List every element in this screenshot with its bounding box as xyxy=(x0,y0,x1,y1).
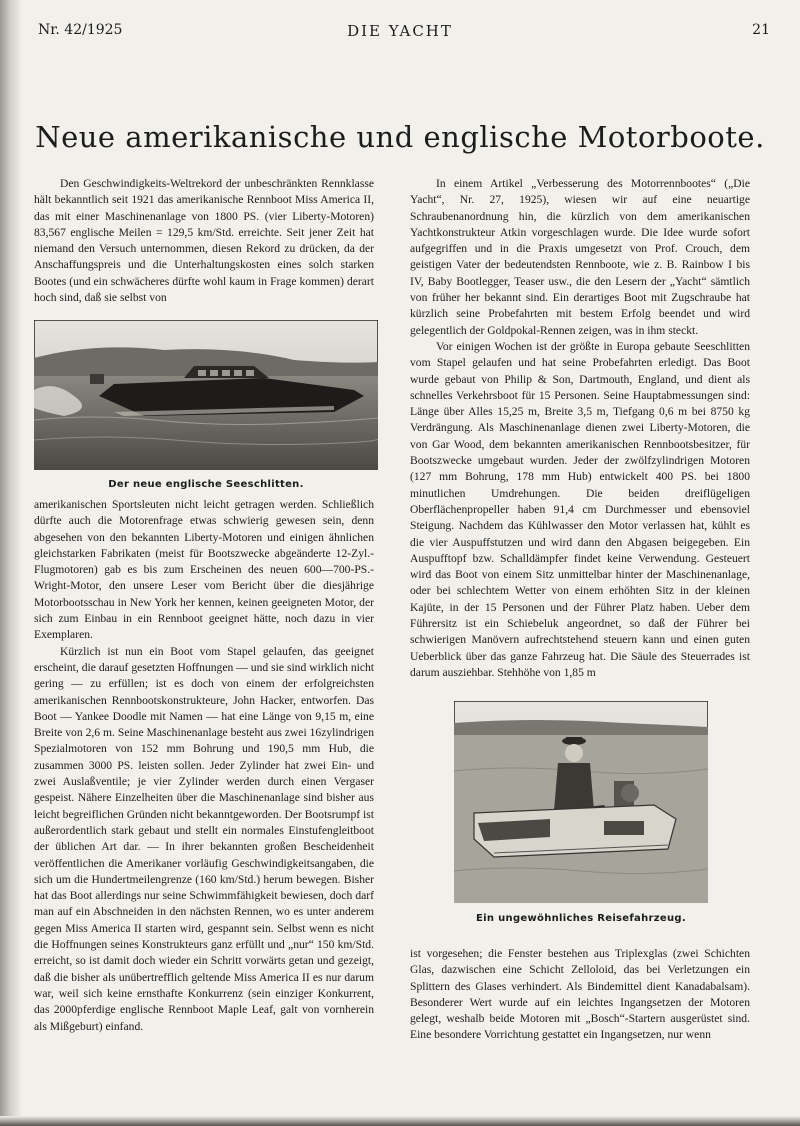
page-bottom-shadow xyxy=(0,1116,800,1126)
page-number: 21 xyxy=(752,22,770,38)
article-title: Neue amerikanische und englische Motorboote. xyxy=(35,120,765,154)
paragraph: amerikanischen Sportsleuten nicht leicht getragen werden. Schließlich dürfte auch die Motorenfrage etwas schwierig gewesen sein, denn abgesehen von den bekannten Liberty-Motoren und einigen ähnlichen gleichstarken Fabrikaten (meist für Bootszwecke abgeänderte 12-Zyl.-Flugmotoren) gab es bis zum Erscheinen des neuen 600—700-PS.-Wright-Motor, den unsere Leser vom Bericht über die diesjährige Motorbootsschau in New York her kennen, keinen geeigneten Motor, der sich zum Einbau in ein Rennboot geeignet hätte, noch dazu in vier Exemplaren. xyxy=(34,498,374,642)
column-2-top xyxy=(410,176,750,691)
paragraph: Vor einigen Wochen ist der größte in Europa gebaute Seeschlitten vom Stapel gelaufen und hat seine Probefahrten erledigt. Das Boot wurde gebaut von Philip & Son, Dartmouth, England, und dient als schnelles Verkehrsboot für 15 Personen. Seine Hauptabmessungen sind: Länge über Alles 15,25 m, Breite 3,5 m, Tiefgang 0,6 m bei 8750 kg Verdrängung. Als Maschinenanlage dienen zwei Liberty-Motoren, die von Gar Wood, dem bekannten amerikanischen Rennbootsbesitzer, für Bootszwecke umgebaut wurden. Jeder der zwölfzylindrigen Motoren (127 mm Bohrung, 178 mm Hub) entwickelt 400 PS. bei 1800 minutlichen Umdrehungen. Die beiden dreiflügeligen Oberflächenpropeller haben 91,4 cm Durchmesser und ebensoviel Steigung. Nachdem das Kühlwasser den Motor verlassen hat, kühlt es die vier Auspuffstutzen und wird dann den Abgasen beigegeben. Ein Auspufftopf bzw. Schalldämpfer findet keine Verwendung. Gesteuert wird das Boot von einem Sitz unmittelbar hinter der Maschinenanlage, oder bei schlechtem Wetter von einem erhöhten Sitz in der kleinen Kajüte, in der 15 Personen und der Führer Platz haben. Ueber dem Führersitz ist ein Schiebeluk angeordnet, so daß der Führer bei schwierigen Manövern aufrechtstehend steuern kann und einen guten Ueberblick über das ganze Fahrzeug hat. Die Säule des Steuerrades ist darum ausziehbar. Stehhöhe von 1,85 m xyxy=(410,339,750,679)
column-1-top xyxy=(34,176,374,316)
figure-caption: Der neue englische Seeschlitten. xyxy=(108,479,304,490)
figure-caption: Ein ungewöhnliches Reisefahrzeug. xyxy=(476,913,686,924)
paragraph: Kürzlich ist nun ein Boot vom Stapel gelaufen, das geeignet erscheint, die darauf gesetzten Hoffnungen — und sie sind wirklich nicht gering — zu erfüllen; ist es doch von einem der erfolgreichsten amerikanischen Rennbootskonstrukteure, John Hacker, entworfen. Das Boot — Yankee Doodle mit Namen — hat eine Länge von 9,15 m, eine Breite von 2,6 m. Seine Maschinenanlage besteht aus zwei 16zylindrigen Spezialmotoren von 152 mm Bohrung und 190,5 mm Hub, die zusammen 3000 PS. leisten sollen. Jeder Zylinder hat zwei Ein- und zwei Auslaßventile; je vier Zylinder werden durch einen Vergaser gespeist. Nähere Einzelheiten über die Maschinenanlage sind bisher aus leicht begreiflichen Gründen nicht bekanntgeworden. Der Bootsrumpf ist außerordentlich stark gebaut und stellt ein normales Einstufengleitboot der üblichen Art dar. — In ihrer bekannten großen Bescheidenheit veröffentlichen die Amerikaner vorläufig Geschwindigkeitsangaben, die sich um die Hundertmeilengrenze (160 km/Std.) herum bewegen. Bisher hat das Boot allerdings nur seine Schwimmfähigkeit bewiesen, doch darf man auf ein Abschneiden in den nächsten Rennen, wo es unter anderem gegen Miss America II starten wird, gespannt sein. Selbst wenn es nicht die Hoffnungen seines Konstrukteurs ganz erfüllt und „nur“ 150 km/Std. erreicht, so ist damit doch wieder ein Schritt vorwärts getan und gezeigt, daß die bisher als unübertrefflich geltende Miss America II es nur darum war, weil sich keine ernsthafte Konkurrenz (sein einziger Konkurrent, das 2000pferdige englische Rennboot Maple Leaf, galt von vornherein als Mißgeburt) einfand. xyxy=(34,644,374,1033)
page-binding-shadow xyxy=(0,0,22,1126)
paragraph: In einem Artikel „Verbesserung des Motorrennbootes“ („Die Yacht“, Nr. 27, 1925), wiesen wir auf eine neuartige Schraubenanordnung hin, die kürzlich von dem amerikanischen Yachtkonstrukteur Atkin vorgeschlagen wurde. Die Idee wurde sofort aufgegriffen und in die Praxis umgesetzt von Prof. Crouch, dem geistigen Vater der bedeutendsten Rennboote, wie z. B. Rainbow I bis IV, Baby Bootlegger, Teaser usw., die den Lesern der „Yacht“ sämtlich von früher her bekannt sind. Ein derartiges Boot mit Zugschraube hat kürzlich seine Probefahrten mit bestem Erfolg beendet und wird gelegentlich der Goldpokal-Rennen zeigen, was in ihm steckt. xyxy=(410,177,750,337)
paragraph: Den Geschwindigkeits-Weltrekord der unbeschränkten Rennklasse hält bekanntlich seit 1921 das amerikanische Rennboot Miss America II, das mit einer Maschinenanlage von 1800 PS. (vier Liberty-Motoren) 83,567 englische Meilen = 129,5 km/Std. erreichte. Seit jener Zeit hat niemand den Versuch unternommen, diesen Rekord zu drücken, da der Anschaffungspreis und die Unterhaltungskosten eines solch starken Bootes (und ein schwächeres dürfte wohl kaum in Frage kommen) derart hoch sind, daß sie selbst von xyxy=(34,177,374,305)
paragraph: ist vorgesehen; die Fenster bestehen aus Triplexglas (zwei Schichten Glas, dazwischen eine Schicht Zelloloid, das bei Verletzungen ein Splittern des Glases verhindert. Als Bindemittel dient Kanadabalsam). Besonderer Wert wurde auf ein leichtes Ingangsetzen der Motoren gelegt, weshalb beide Motoren mit „Bosch“-Startern ausgerüstet sind. Eine besondere Vorrichtung gestattet ein Ingangsetzen, nur wenn xyxy=(410,947,750,1042)
issue-number: Nr. 42/1925 xyxy=(38,22,123,38)
column-1-bottom xyxy=(34,497,374,1057)
reisefahrzeug-photo xyxy=(454,701,708,903)
journal-title: DIE YACHT xyxy=(347,22,453,40)
seeschlitten-photo xyxy=(34,320,378,470)
column-2-bottom xyxy=(410,946,750,1056)
